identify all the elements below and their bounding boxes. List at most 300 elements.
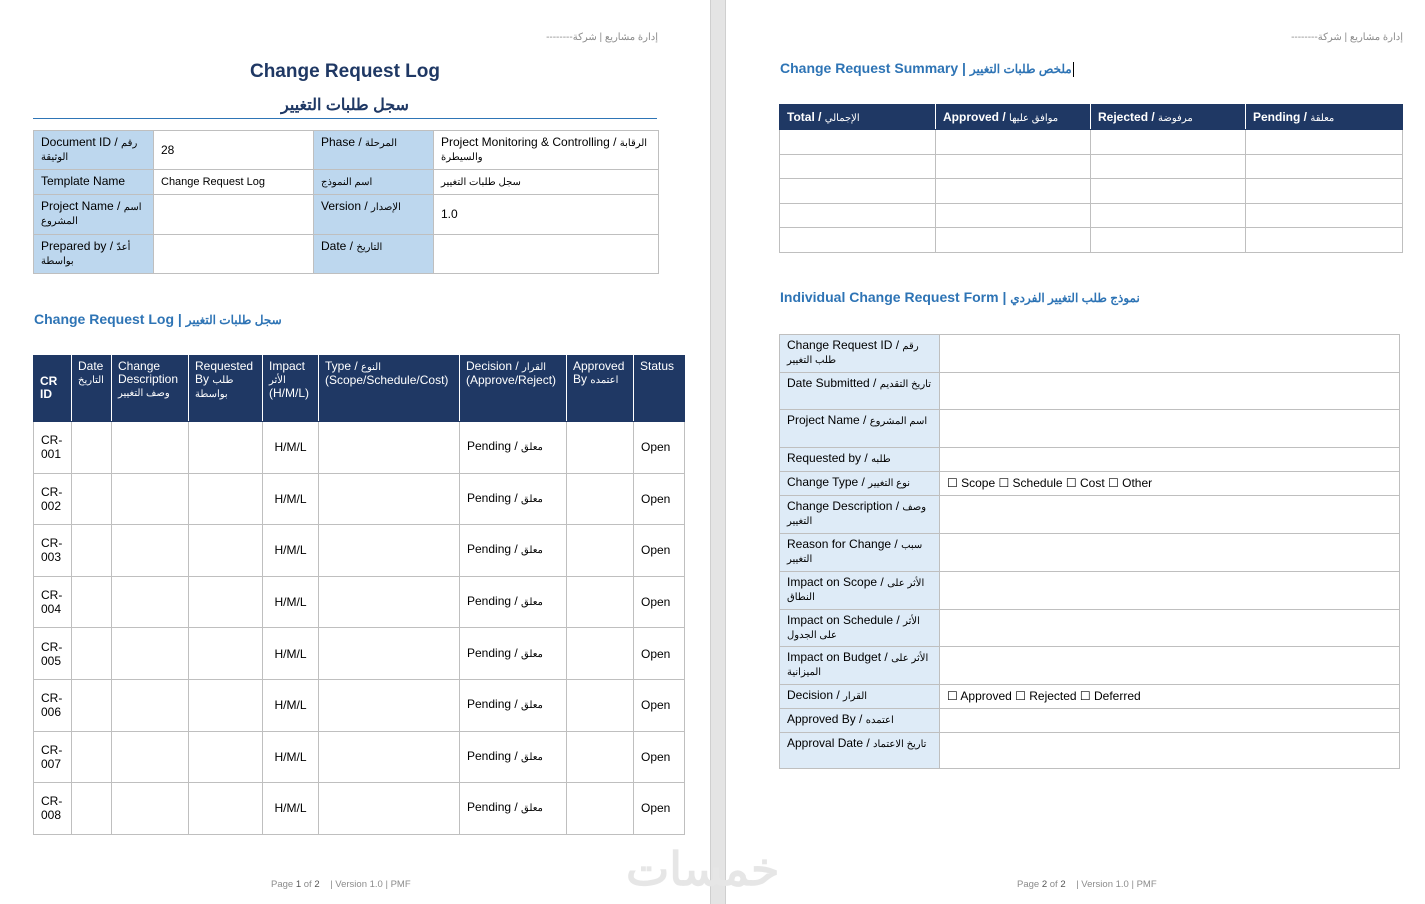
form-label-arabic: اسم المشروع (869, 416, 928, 427)
date-cell[interactable] (72, 422, 112, 474)
form-row (780, 410, 1400, 448)
decision-cell[interactable] (460, 422, 567, 474)
form-value-cell[interactable] (940, 448, 1400, 472)
info-label-arabic: المرحلة (365, 138, 398, 149)
column-header-label: Approved By (573, 359, 625, 386)
description-cell[interactable] (112, 576, 189, 628)
column-header-label-arabic: وصف التغيير (118, 388, 170, 399)
form-label: Approved By / (787, 712, 866, 726)
form-label-arabic: رقم طلب التغيير (787, 341, 919, 366)
form-label: Impact on Schedule / (787, 613, 904, 627)
title-divider (33, 118, 657, 119)
summary-column-header (780, 105, 936, 130)
description-cell[interactable] (112, 422, 189, 474)
cr-id: CR-005 (41, 639, 63, 668)
summary-header-label: Rejected / (1098, 110, 1159, 124)
cr-id: CR-001 (41, 433, 63, 462)
info-value: Project Monitoring & Controlling / (441, 135, 620, 149)
summary-cell[interactable] (936, 203, 1091, 228)
info-label-arabic: اسم المشروع (41, 202, 142, 227)
table-row (34, 628, 685, 680)
date-cell[interactable] (72, 473, 112, 525)
info-label: Date / (321, 239, 357, 253)
decision-value-arabic: معلق (521, 597, 543, 609)
form-value: ☐ Scope ☐ Schedule ☐ Cost ☐ Other (947, 476, 1153, 490)
form-label: Change Type / (787, 475, 869, 489)
column-header-label-arabic: طلب بواسطة (195, 375, 234, 400)
cr-id-cell[interactable] (34, 679, 72, 731)
approved-by-cell[interactable] (567, 679, 634, 731)
form-label: Project Name / (787, 413, 870, 427)
form-row (780, 685, 1400, 709)
approved-by-cell[interactable] (567, 422, 634, 474)
form-label: Change Description / (787, 499, 903, 513)
description-cell[interactable] (112, 525, 189, 577)
summary-row (780, 154, 1403, 179)
summary-column-header (1091, 105, 1246, 130)
impact-value: H/M/L (274, 543, 307, 558)
summary-column-header (1246, 105, 1403, 130)
summary-cell[interactable] (780, 228, 936, 253)
cr-id-cell[interactable] (34, 783, 72, 835)
status-value: Open (641, 440, 671, 455)
cr-id-cell[interactable] (34, 525, 72, 577)
page-footer: Page 2 of 2 | Version 1.0 | PMF (1017, 879, 1157, 890)
status-value: Open (641, 543, 671, 558)
form-label-cell (780, 610, 940, 647)
column-header-label: Type / (325, 359, 362, 373)
cr-id-cell[interactable] (34, 473, 72, 525)
form-row (780, 472, 1400, 496)
decision-value: Pending / (467, 490, 522, 505)
form-label-cell (780, 647, 940, 685)
impact-value: H/M/L (274, 698, 307, 713)
status-cell[interactable] (634, 576, 685, 628)
log-column-header (72, 356, 112, 422)
column-header-sublabel: (Scope/Schedule/Cost) (325, 373, 449, 387)
cr-id: CR-006 (41, 691, 63, 720)
decision-cell[interactable] (460, 576, 567, 628)
log-column-header (34, 356, 72, 422)
cr-id: CR-002 (41, 484, 63, 513)
cr-id: CR-004 (41, 588, 63, 617)
log-column-header (112, 356, 189, 422)
summary-cell[interactable] (1246, 179, 1403, 204)
date-cell[interactable] (72, 783, 112, 835)
impact-cell[interactable] (263, 576, 319, 628)
info-label: Phase / (321, 135, 366, 149)
summary-header-label: Approved / (943, 110, 1010, 124)
cr-id-cell[interactable] (34, 576, 72, 628)
summary-column-header (936, 105, 1091, 130)
form-value-cell[interactable] (940, 685, 1400, 709)
column-header-sublabel: (Approve/Reject) (466, 373, 557, 387)
status-value: Open (641, 491, 671, 506)
summary-cell[interactable] (1246, 130, 1403, 155)
form-label-cell (780, 448, 940, 472)
form-value-cell[interactable] (940, 572, 1400, 610)
info-row (34, 195, 659, 235)
type-cell[interactable] (319, 731, 460, 783)
change-request-summary-table (779, 104, 1403, 253)
log-column-header (634, 356, 685, 422)
form-label-arabic: سبب التغيير (787, 540, 923, 565)
impact-cell[interactable] (263, 473, 319, 525)
log-section-title: Change Request Log | سجل طلبات التغيير (34, 311, 282, 327)
date-cell[interactable] (72, 576, 112, 628)
requested-by-cell[interactable] (189, 731, 263, 783)
decision-value: Pending / (467, 594, 522, 609)
decision-cell[interactable] (460, 525, 567, 577)
info-value-cell[interactable] (154, 195, 314, 235)
approved-by-cell[interactable] (567, 576, 634, 628)
info-label-cell (34, 235, 154, 274)
summary-cell[interactable] (936, 179, 1091, 204)
log-column-header (567, 356, 634, 422)
change-request-log-table (33, 355, 685, 835)
column-header-label: Status (640, 359, 675, 373)
table-row (34, 783, 685, 835)
requested-by-cell[interactable] (189, 628, 263, 680)
summary-row (780, 130, 1403, 155)
text-cursor (1073, 62, 1074, 77)
impact-value: H/M/L (274, 440, 307, 455)
form-row (780, 572, 1400, 610)
decision-value-arabic: معلق (521, 648, 543, 660)
summary-cell[interactable] (936, 154, 1091, 179)
status-cell[interactable] (634, 731, 685, 783)
document-title-arabic: سجل طلبات التغيير (281, 97, 409, 114)
cr-id-cell[interactable] (34, 731, 72, 783)
individual-change-request-form (779, 334, 1400, 769)
form-label: Reason for Change / (787, 537, 902, 551)
impact-cell[interactable] (263, 422, 319, 474)
impact-value: H/M/L (274, 749, 307, 764)
status-value: Open (641, 646, 671, 661)
form-value-cell[interactable] (940, 709, 1400, 733)
summary-cell[interactable] (780, 154, 936, 179)
log-column-header (189, 356, 263, 422)
description-cell[interactable] (112, 628, 189, 680)
form-label-cell (780, 410, 940, 448)
type-cell[interactable] (319, 576, 460, 628)
info-label-cell (314, 235, 434, 274)
description-cell[interactable] (112, 731, 189, 783)
info-label-arabic: الإصدار (371, 202, 401, 213)
form-row (780, 496, 1400, 534)
approved-by-cell[interactable] (567, 783, 634, 835)
info-label-arabic: أعدّ بواسطة (41, 242, 131, 267)
type-cell[interactable] (319, 628, 460, 680)
cr-id: CR-007 (41, 742, 63, 771)
decision-value: Pending / (467, 748, 522, 763)
decision-value-arabic: معلق (521, 442, 543, 454)
form-label-arabic: نوع التغيير (868, 478, 911, 489)
info-row (34, 131, 659, 170)
status-value: Open (641, 749, 671, 764)
column-header-label-arabic: القرار (522, 362, 547, 373)
watermark-logo: خمسات (626, 843, 780, 895)
info-label: Prepared by / (41, 239, 117, 253)
impact-cell[interactable] (263, 731, 319, 783)
decision-value-arabic: معلق (521, 803, 543, 815)
info-value: Change Request Log (161, 176, 265, 188)
column-header-label: Date (78, 359, 104, 373)
type-cell[interactable] (319, 679, 460, 731)
table-row (34, 576, 685, 628)
form-row (780, 534, 1400, 572)
info-label: Document ID / (41, 135, 122, 149)
decision-value-arabic: معلق (521, 700, 543, 712)
form-row (780, 647, 1400, 685)
date-cell[interactable] (72, 679, 112, 731)
column-header-label-arabic: اعتمده (590, 375, 619, 386)
form-value-cell[interactable] (940, 335, 1400, 373)
info-label-cell (314, 131, 434, 170)
impact-cell[interactable] (263, 783, 319, 835)
type-cell[interactable] (319, 525, 460, 577)
column-header-label: Impact (269, 359, 306, 373)
date-cell[interactable] (72, 525, 112, 577)
approved-by-cell[interactable] (567, 628, 634, 680)
info-value-cell[interactable] (154, 170, 314, 195)
info-value-arabic: سجل طلبات التغيير (441, 177, 521, 188)
type-cell[interactable] (319, 473, 460, 525)
summary-section-title: Change Request Summary | ملخص طلبات التغيير (780, 60, 1072, 76)
summary-header-label-arabic: معلقة (1310, 113, 1335, 124)
summary-header-label: Total / (787, 110, 825, 124)
info-label-arabic: التاريخ (356, 242, 383, 253)
requested-by-cell[interactable] (189, 576, 263, 628)
date-cell[interactable] (72, 628, 112, 680)
summary-header-label-arabic: مرفوضة (1158, 113, 1193, 124)
form-label-cell (780, 373, 940, 410)
form-row (780, 709, 1400, 733)
table-row (34, 679, 685, 731)
impact-cell[interactable] (263, 679, 319, 731)
form-label: Requested by / (787, 451, 872, 465)
form-value-cell[interactable] (940, 647, 1400, 685)
form-label: Decision / (787, 688, 844, 702)
decision-cell[interactable] (460, 679, 567, 731)
requested-by-cell[interactable] (189, 473, 263, 525)
form-label: Change Request ID / (787, 338, 903, 352)
decision-cell[interactable] (460, 783, 567, 835)
form-value-cell[interactable] (940, 733, 1400, 769)
status-cell[interactable] (634, 628, 685, 680)
summary-cell[interactable] (936, 130, 1091, 155)
summary-cell[interactable] (1091, 179, 1246, 204)
form-label-cell (780, 709, 940, 733)
column-header-label: Decision / (466, 359, 523, 373)
form-value-cell[interactable] (940, 472, 1400, 496)
requested-by-cell[interactable] (189, 783, 263, 835)
decision-cell[interactable] (460, 731, 567, 783)
form-label-cell (780, 685, 940, 709)
info-label-cell (34, 170, 154, 195)
form-value-cell[interactable] (940, 610, 1400, 647)
page-footer: Page 1 of 2 | Version 1.0 | PMF (271, 879, 411, 890)
column-header-label: CR ID (40, 374, 58, 401)
document-page-1 (0, 0, 710, 904)
decision-value: Pending / (467, 800, 522, 815)
form-label-arabic: طلبه (871, 454, 891, 465)
date-cell[interactable] (72, 731, 112, 783)
page-header-text: إدارة مشاريع | شركة-------- (546, 32, 658, 43)
table-row (34, 473, 685, 525)
summary-cell[interactable] (1091, 203, 1246, 228)
form-label-arabic: الأثر على الميزانية (787, 653, 929, 678)
column-header-label-arabic: النوع (361, 362, 382, 373)
column-header-label: Requested By (195, 359, 254, 386)
info-label: Version / (321, 199, 372, 213)
form-label-cell (780, 572, 940, 610)
info-value-cell[interactable] (434, 195, 659, 235)
form-label-arabic: تاريخ التقديم (879, 379, 931, 390)
decision-value: Pending / (467, 645, 522, 660)
form-label: Impact on Scope / (787, 575, 888, 589)
info-label-arabic: رقم الوثيقة (41, 138, 138, 163)
info-value-cell[interactable] (434, 131, 659, 170)
decision-value-arabic: معلق (521, 545, 543, 557)
summary-cell[interactable] (780, 203, 936, 228)
approved-by-cell[interactable] (567, 525, 634, 577)
impact-value: H/M/L (274, 595, 307, 610)
document-title: Change Request Log (249, 61, 440, 82)
status-cell[interactable] (634, 679, 685, 731)
impact-value: H/M/L (274, 646, 307, 661)
type-cell[interactable] (319, 422, 460, 474)
info-label: Project Name / (41, 199, 124, 213)
form-value-cell[interactable] (940, 534, 1400, 572)
summary-row (780, 203, 1403, 228)
form-row (780, 610, 1400, 647)
status-value: Open (641, 801, 671, 816)
summary-cell[interactable] (1091, 228, 1246, 253)
summary-cell[interactable] (1091, 130, 1246, 155)
impact-cell[interactable] (263, 628, 319, 680)
form-label-cell (780, 472, 940, 496)
form-label-arabic: الأثر على النطاق (787, 578, 925, 603)
cr-id-cell[interactable] (34, 628, 72, 680)
document-page-2 (726, 0, 1425, 904)
summary-header-label-arabic: موافق عليها (1009, 113, 1059, 124)
form-label-arabic: اعتمده (865, 715, 894, 726)
status-cell[interactable] (634, 525, 685, 577)
form-label-arabic: الأثر على الجدول (787, 616, 920, 641)
summary-cell[interactable] (780, 130, 936, 155)
info-value-cell[interactable] (154, 131, 314, 170)
decision-value-arabic: معلق (521, 493, 543, 505)
decision-cell[interactable] (460, 628, 567, 680)
info-value-cell[interactable] (154, 235, 314, 274)
form-row (780, 448, 1400, 472)
summary-cell[interactable] (1091, 154, 1246, 179)
summary-row (780, 179, 1403, 204)
form-label: Date Submitted / (787, 376, 880, 390)
requested-by-cell[interactable] (189, 422, 263, 474)
status-cell[interactable] (634, 783, 685, 835)
form-label-cell (780, 733, 940, 769)
form-row (780, 335, 1400, 373)
column-header-sublabel: (H/M/L) (269, 386, 309, 400)
type-cell[interactable] (319, 783, 460, 835)
form-label-cell (780, 496, 940, 534)
column-header-label-arabic: الأثر (269, 375, 286, 386)
requested-by-cell[interactable] (189, 679, 263, 731)
summary-row (780, 228, 1403, 253)
page-header-text: إدارة مشاريع | شركة-------- (1291, 32, 1403, 43)
requested-by-cell[interactable] (189, 525, 263, 577)
table-row (34, 525, 685, 577)
impact-cell[interactable] (263, 525, 319, 577)
log-column-header (460, 356, 567, 422)
form-value-cell[interactable] (940, 410, 1400, 448)
summary-header-label-arabic: الإجمالي (824, 113, 860, 124)
approved-by-cell[interactable] (567, 473, 634, 525)
decision-value: Pending / (467, 697, 522, 712)
cr-id-cell[interactable] (34, 422, 72, 474)
log-column-header (319, 356, 460, 422)
status-cell[interactable] (634, 422, 685, 474)
info-value: 1.0 (441, 206, 458, 221)
status-value: Open (641, 698, 671, 713)
form-row (780, 733, 1400, 769)
info-value-arabic: الرقابة والسيطرة (441, 138, 648, 163)
summary-cell[interactable] (780, 179, 936, 204)
info-value: 28 (161, 142, 175, 157)
decision-cell[interactable] (460, 473, 567, 525)
decision-value: Pending / (467, 439, 522, 454)
column-header-label-arabic: التاريخ (78, 375, 104, 386)
decision-value-arabic: معلق (521, 751, 543, 763)
info-value-cell[interactable] (434, 235, 659, 274)
summary-cell[interactable] (1246, 228, 1403, 253)
column-header-label: Change Description (118, 359, 179, 386)
description-cell[interactable] (112, 679, 189, 731)
document-info-table (33, 130, 659, 274)
info-row (34, 235, 659, 274)
form-value-cell[interactable] (940, 373, 1400, 410)
cr-id: CR-008 (41, 794, 63, 823)
impact-value: H/M/L (274, 801, 307, 816)
form-label: Impact on Budget / (787, 650, 892, 664)
summary-cell[interactable] (936, 228, 1091, 253)
description-cell[interactable] (112, 473, 189, 525)
table-row (34, 731, 685, 783)
summary-cell[interactable] (1246, 154, 1403, 179)
form-label-arabic: تاريخ الاعتماد (873, 739, 927, 750)
status-value: Open (641, 595, 671, 610)
decision-value: Pending / (467, 542, 522, 557)
form-value: ☐ Approved ☐ Rejected ☐ Deferred (947, 689, 1141, 703)
summary-cell[interactable] (1246, 203, 1403, 228)
info-label-cell (34, 195, 154, 235)
approved-by-cell[interactable] (567, 731, 634, 783)
form-label-arabic: القرار (843, 691, 868, 702)
page-gutter (710, 0, 726, 904)
form-value-cell[interactable] (940, 496, 1400, 534)
impact-value: H/M/L (274, 491, 307, 506)
form-label-cell (780, 335, 940, 373)
info-label: Template Name (41, 174, 126, 188)
description-cell[interactable] (112, 783, 189, 835)
log-column-header (263, 356, 319, 422)
summary-header-label: Pending / (1253, 110, 1311, 124)
status-cell[interactable] (634, 473, 685, 525)
info-label-cell (34, 131, 154, 170)
info-value-cell[interactable] (434, 170, 659, 195)
